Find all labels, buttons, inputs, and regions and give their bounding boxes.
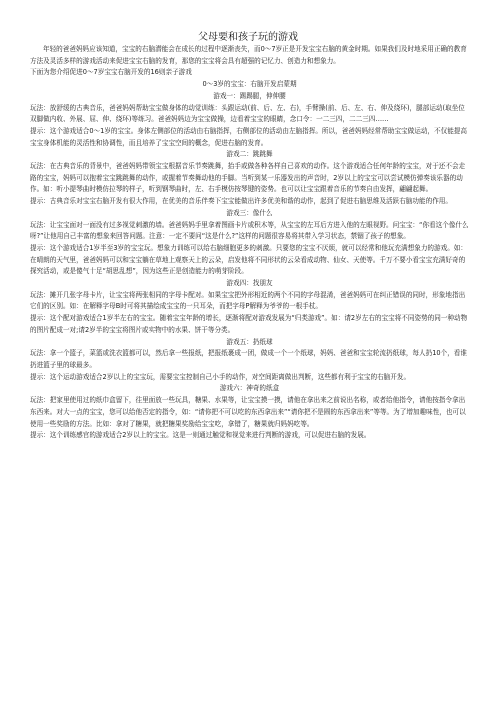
game-tip-text: 提示：这个游戏适合0～1岁的宝宝。身体左侧部位的活动由右脑指挥，右侧部位的活动由左脑指挥。所以，爸爸妈妈经常帮助宝宝做运动，不仅能提高宝宝身体机能的灵活性和协调性，而且培养了宝宝空间的概念，促进右脑的发育。 <box>30 126 467 147</box>
game-play-text: 玩法：放舒缓的古典音乐，爸爸妈妈帮助宝宝做身体的动觉训练：头跟运动(前、后、左、右)，手臂操(前、后、左、右、伸及绕环)，腿部运动(取坐位双脚做内收、外展、屈、伸、绕环)等练习。爸爸妈妈边为宝宝做操，边看着宝宝的眼睛，念口令：一二三四，二二三四…… <box>30 103 465 124</box>
game-play-text: 玩法：拿一个篮子，菜篮或洗衣篮都可以，然后拿一些报纸，把报纸裹成一团，做成一个一个纸球，妈妈、爸爸和宝宝轮流扔纸球，每人扔10个，看谁扔进篮子里的球最多。 <box>30 349 467 369</box>
document-body <box>30 44 469 442</box>
game-heading: 游戏五：扔纸球 <box>226 337 273 346</box>
game-heading: 游戏四：找朋友 <box>226 279 273 288</box>
lead-line: 下面为您介绍促进0～7岁宝宝右脑开发的16则亲子游戏 <box>30 68 192 77</box>
game-heading: 游戏二：跳跳舞 <box>226 150 273 159</box>
game-play-text: 玩法：把家里使用过的纸巾盒留下，往里面放一些玩具，糖果、水果等，让宝宝摸一摸，请他在拿出来之前说出名称，或者给他指令，请他按指令拿出东西来。对大一点的宝宝，您可以给他否定的指令，如：“请你把不可以吃的东西拿出来”“请你把不是圆的东西拿出来”等等。为了增加趣味性，也可以使用一些奖励的方法。比如：拿对了糖果，就把糖果奖励给宝宝吃，拿错了，糖果就归妈妈吃等。 <box>30 396 466 428</box>
section-heading: 0～3岁的宝宝：右脑开发启蒙期 <box>202 80 297 89</box>
game-play-text: 玩法：在古典音乐的背景中，爸爸妈妈带领宝宝根据音乐节奏跳舞，抬手或做各种各样自己喜欢的动作。这个游戏适合任何年龄的宝宝，对于还不会走路的宝宝，妈妈可以抱着宝宝跳跳舞的动作，或握着节奏舞动他的手脚。当听到某一乐器发出的声音时，2岁以上的宝宝可以尝试模仿弹奏该乐器的动作。如：听小提琴曲时模仿拉琴的样子，听到钢琴曲时，左、右手模仿按琴键的姿势。也可以让宝宝跟着音乐的节奏自由发挥，翩翩起舞。 <box>30 162 466 194</box>
game-heading: 游戏六：神奇的纸盒 <box>219 384 280 393</box>
game-tip-text: 提示：这个训练感官的游戏适合2岁以上的宝宝。这是一则通过触觉和视觉来进行判断的游戏，可以促进右脑的发展。 <box>30 431 371 440</box>
game-play-text: 玩法：让宝宝面对一面没有过多视觉刺激的墙。爸爸妈妈手里拿着图画卡片或积木等，从宝宝的左耳后方进入他的左眼视野。问宝宝：“你看这个像什么呀?”让他用自己丰富的想象来回答问题。注意：一定不要问“这是什么?”这样的问题很容易将其带入学习状态，禁锢了孩子的想象。 <box>30 220 469 241</box>
game-play-text: 玩法：摊开几张字母卡片，让宝宝将两张相同的字母卡配对。如果宝宝把外形相近的两个不同的字母混淆，爸爸妈妈可在纠正错误的同时，形象地指出它们的区别。如：在解释字母B时可将其描绘成宝宝的一只耳朵，而把字母P解释为爷爷的一根手杖。 <box>30 290 466 311</box>
game-tip-text: 提示：这个配对游戏适合1岁半左右的宝宝。随着宝宝年龄的增长，逐渐将配对游戏发展为“归类游戏”。如：请2岁左右的宝宝将不同姿势的同一种动物的图片配成一对;请2岁半的宝宝将图片或实物中的水果、饼干等分类。 <box>30 314 468 334</box>
game-tip-text: 提示：这个运动游戏适合2岁以上的宝宝玩，需要宝宝控制自己小手的动作，对空间距离做出判断，这些都有利于宝宝的右脑开发。 <box>30 372 411 381</box>
game-tip-text: 提示：古典音乐对宝宝右脑开发有很大作用，在优美的音乐伴奏下宝宝能做出许多优美和谐的动作，起到了促进右脑思维及活跃右脑功能的作用。 <box>30 197 452 206</box>
game-heading: 游戏三：像什么 <box>226 208 273 217</box>
intro-paragraph: 年轻的爸爸妈妈应该知道，宝宝的右脑潜能会在成长的过程中逐渐丧失，而0～7岁正是开发宝宝右脑的黄金时期。如果我们及时地采用正确的教育方法及灵活多样的游戏活动来促进宝宝右脑的发育，那您的宝宝将会具有超强的记忆力、创造力和想象力。 <box>30 45 467 65</box>
game-heading: 游戏一：踢踢腿，伸伸腰 <box>213 91 286 100</box>
document-title: 父母要和孩子玩的游戏 <box>198 32 298 43</box>
game-tip-text: 提示：这个游戏适合1岁半至3岁的宝宝玩。想象力训练可以给右脑细胞更多的刺激。只要您的宝宝不厌烦，就可以经常和他玩充满想象力的游戏。如：在晴朗的天气里，爸爸妈妈可以和宝宝躺在草地上观察天上的云朵，启发他将不同形状的云朵看成动物、仙女、天使等。千万不要小看宝宝充满好奇的探究活动，或是傻气十足“胡思乱想”，因为这些正是创造能力的萌芽阶段。 <box>30 243 467 276</box>
